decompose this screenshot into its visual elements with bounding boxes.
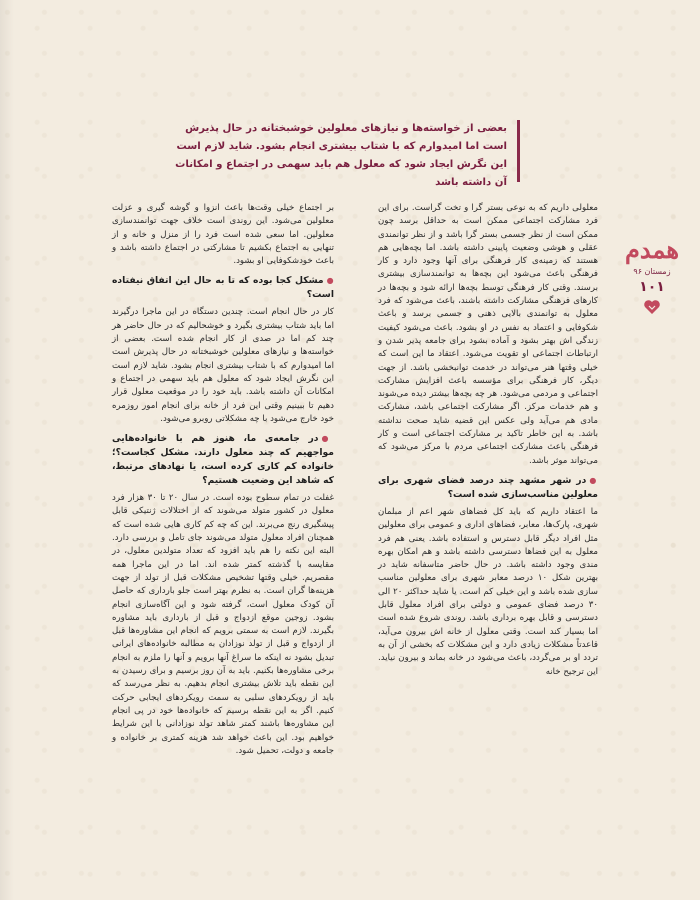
- bullet-icon: ●: [589, 475, 598, 485]
- interview-question: ●در شهر مشهد چند درصد فضای شهری برای معلولین مناسب‌سازی شده است؟: [378, 474, 598, 500]
- paragraph: معلولی داریم که به نوعی بستر گرا و تخت گراست. برای این فرد مشارکت اجتماعی ممکن است به حداقل برسد چون ممکن است از نظر جسمی بستر گرا باشد و از نظر توانمندی عقلی و هوشی وضعیت پایینی داشته باشد. اما بچه‌هایی هم هستند که زمینه‌ی کار فرهنگی برای آنها وجود دارد و کار فرهنگی باعث می‌شود این بچه‌ها به توانمندسازی بیشتری برسند. وقتی کار فرهنگی توسط بچه‌ها ارائه شود و بچه‌ها در کارهای فرهنگی مشارکت داشته باشند، باعث می‌شود که فرد معلول به توانمندی بالایی ذهنی و جسمی برسد و باعث شکوفایی و اعتماد به نفس در او بشود. باعث می‌شود کیفیت زندگی اش بهتر بشود و آماده بشود برای جامعه پذیر شدن و ارتباطات اجتماعی او تقویت می‌شود. اعتقاد ما این است که خیلی وقتها هنر می‌تواند در خدمت توانبخشی باشد. از جهت دیگر، کار فرهنگی برای مؤسسه باعث افزایش مشارکت اجتماعی و مردمی می‌شود. هر چه بچه‌ها بیشتر دیده می‌شوند و هم خدمات مرکز. اگر مشارکت اجتماعی باشد، مشارکت مادی هم می‌آید ولی عکس این قضیه شاید صحت نداشته باشد. به این خاطر تاکید بر مشارکت اجتماعی است و کار فرهنگی باعث مشارکت اجتماعی مردم با مرکز می‌شود که می‌تواند موثر باشد.: [378, 203, 598, 466]
- magazine-logo: همدم: [625, 235, 679, 264]
- page-number: ۱۰۱: [639, 279, 665, 295]
- paragraph: بر اجتماع خیلی وقت‌ها باعث انزوا و گوشه گیری و عزلت معلولین می‌شود. این روندی است خلاف جهت توانمندسازی معلولین. اما سعی شده است فرد را از منزل و خانه و از تنهایی به اجتماع بکشیم تا مشارکتی در اجتماع داشته باشد و باعث خودشکوفایی او بشود.: [112, 203, 334, 267]
- paragraph: کار در حال انجام است. چندین دستگاه در این ماجرا درگیرند اما باید شتاب بیشتری بگیرد و خوشحالیم که در حال حاضر هر چند کم اما در صدی از کار انجام شده است. بعضی از خواسته‌ها و نیازهای معلولین خوشبختانه در حال پذیرش است اما امیدوارم که با شتاب بیشتری انجام بشود. شاید لازم است این نگرش ایجاد شود که معلول هم باید سهمی در اجتماع و امکانات آن داشته باشد. باید خود را در موقعیت معلول قرار دهیم تا ببینیم وقتی این فرد از خانه برای انجام امور روزمره خود خارج می‌شود با چه مشکلاتی روبرو می‌شود.: [112, 307, 334, 424]
- interview-question: ●در جامعه‌ی ما، هنوز هم با خانواده‌هایی مواجهیم که چند معلول دارند. مشکل کجاست؟؛ خانواده کم کاری کرده است، یا نهادهای مرتبط، که شاهد این وضعیت هستیم؟: [112, 433, 334, 487]
- pull-quote: بعضی از خواسته‌ها و نیازهای معلولین خوشبختانه در حال پذیرش است اما امیدوارم که با شتاب بیشتری انجام بشود. شاید لازم است این نگرش ایجاد شود که معلول هم باید سهمی در اجتماع و امکانات آن داشته باشد: [162, 120, 520, 182]
- bullet-icon: ●: [321, 434, 334, 444]
- interview-question: ●مشکل کجا بوده که تا به حال این اتفاق نیفتاده است؟: [112, 275, 335, 301]
- paragraph: ما اعتقاد داریم که باید کل فضاهای شهر اعم از مبلمان شهری، پارک‌ها، معابر، فضاهای اداری و عمومی برای معلولین مثل افراد دیگر قابل دسترس و استفاده باشد. یعنی هم فرد معلول به این فضاها دسترسی داشته باشد و هم امکان بهره مندی وجود داشته باشد. در حال حاضر متاسفانه شاید در بهترین شکل ۱۰ درصد معابر شهری برای معلولین مناسب سازی شده باشد و این خیلی کم است. یا شاید حداکثر ۲۰ الی ۳۰ درصد فضای عمومی و دولتی برای افراد معلول قابل دسترسی و قابل بهره برداری باشد. روندی شروع شده است اما بسیار کند است. وقتی معلول از خانه اش بیرون می‌آید، قاعدتاً مشکلات زیادی دارد و این مشکلات که بخشی از آن به تردد او بر می‌گردد، باعث می‌شود در خانه بماند و بیرون نیاید. این ترجیح خانه: [378, 506, 599, 677]
- article-column-right: [378, 202, 598, 892]
- article-column-left: [112, 202, 334, 892]
- heart-icon: [643, 299, 661, 319]
- magazine-logo-block: [622, 237, 682, 357]
- paragraph: غفلت در تمام سطوح بوده است. در سال ۲۰ تا ۳۰ هزار فرد معلول در کشور متولد می‌شوند که از اختلالات ژنتیکی قابل پیشگیری رنج می‌برند. این که چه کم کاری هایی شده است که همچنان افراد معلول متولد می‌شوند جای تامل و بررسی دارد. البته این نکته را هم باید افزود که تعداد متولدین معلول، در مقایسه با گذشته کمتر شده اند. اما در این ماجرا همه مقصریم. خیلی وقتها تشخیص مشکلات قبل از تولد از جهت هزینه‌ها گران است. به نظرم بهتر است جلو بارداری که حاصل آن کودک معلول است، گرفته شود و این آگاه‌سازی انجام بشود. زوجین موقع ازدواج و قبل از بارداری باید مشاوره بگیرند. لازم است به سمتی برویم که انجام این مشاوره‌ها قبل از ازدواج و قبل از تولد نوزادان به مطالبه خانواده‌های ایرانی تبدیل بشود نه اینکه ما سراغ آنها برویم و آنها را ملزم به انجام برخی مشاوره‌ها بکنیم. باید به آن روز برسیم و برای رسیدن به این نقطه باید تلاش بیشتری انجام بدهیم. به نظر می‌رسد که باید از رویکردهای سلبی به سمت رویکردهای ایجابی حرکت کنیم. اگر به این نقطه برسیم که خانواده‌ها خود در پی انجام این مشاوره‌ها باشند کمتر شاهد تولد نوزادانی با این شرایط خواهیم بود. این باعث خواهد شد هزینه کمتری بر خانواده و جامعه و دولت، تحمیل شود.: [112, 493, 335, 756]
- bullet-icon: ●: [326, 276, 335, 286]
- page-edge-shadow: [0, 0, 14, 900]
- issue-season: زمستان ۹۶: [633, 267, 671, 276]
